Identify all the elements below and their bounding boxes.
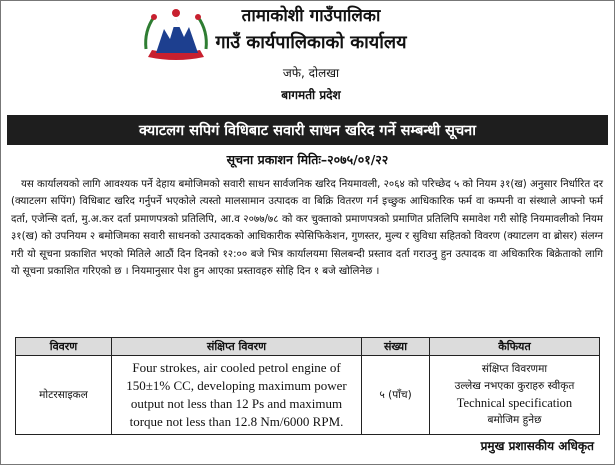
cell-remarks [430,356,600,435]
remark-line-3: Technical specification [456,396,573,410]
cell-item: मोटरसाइकल [16,356,112,435]
col-header-remarks: कैफियत [430,338,600,356]
municipality-name: तामाकोशी गाउँपालिका [241,6,381,26]
cell-quantity: ५ (पाँच) [362,356,430,435]
table-row [16,356,600,435]
nepal-emblem-icon [142,7,210,61]
publication-date: सूचना प्रकाशन मितिः–२०७५/०१/२२ [226,152,389,167]
office-header [1,1,614,113]
province-name: बागमती प्रदेश [281,88,341,102]
remark-line-2: उल्लेख नभएका कुराहरु स्वीकृत [454,380,575,392]
office-location: जफे, दोलखा [282,66,340,80]
col-header-item: विवरण [16,338,112,356]
remark-line-1: संक्षिप्त विवरणमा [481,363,548,375]
notice-body-text: यस कार्यालयको लागि आवश्यक पर्ने देहाय बमोजिमको सवारी साधन सार्वजनिक खरिद नियमावली, २०६४ को परिच्छेद ५ को नियम ३१(ख) अनुसार निर्धारित दर (क्याटलग सपिंग) विधिबाट खरिद गर्नुपर्ने भएकोले त्यस्तो मालसामान उत्पादक वा बिक्रि वितरण गर्न इच्छुक आधिकारिक फर्म वा कम्पनी वा संस्थाले आफ्नो फर्म दर्ता, एजेन्सि दर्ता, मु.अ.कर दर्ता प्रमाणपत्रको प्रतिलिपि, आ.व २०७७/७८ को कर चुक्ताको प्रमाणपत्रको प्रमाणित प्रतिलिपि समावेश गरी सोहि नियमावलीको नियम ३१(ख) को उपनियम २ बमोजिमका सवारी साधनको उत्पादकको आधिकारीक स्पेसिफिकेशन, गुणस्तर, मुल्य र सुविधा सहितको विवरण (क्याटलग वा ब्रोसर) संलग्न गरी यो सूचना प्रकाशित भएको मितिले आठौं दिन दिनको १२:०० बजे भित्र कार्यालयमा सिलबन्दी प्रस्ताव दर्ता गराउनु हुन उत्पादक वा अधिकारिक बिक्रेताको लागि यो सूचना प्रकाशित गरिएको छ । नियमानुसार पेश हुन आएका प्रस्तावहरु सोहि दिन १ बजे खोलिनेछ । [11,179,603,278]
table-header-row [16,338,600,356]
col-header-description: संक्षिप्त विवरण [112,338,362,356]
notice-title-banner: क्याटलग सपिगं विधिबाट सवारी साधन खरिद गर्ने सम्बन्धी सूचना [7,115,608,145]
office-name: गाउँ कार्यपालिकाको कार्यालय [215,32,407,53]
signatory-title: प्रमुख प्रशासकीय अधिकृत [480,439,594,453]
cell-description: Four strokes, air cooled petrol engine of 150±1% CC, developing maximum power output not less than 12 Ps and maximum torque not less than 12.8 Nm/6000 RPM. [112,356,362,435]
col-header-quantity: संख्या [362,338,430,356]
items-table [15,337,600,435]
remark-line-4: बमोजिम हुनेछ [487,414,542,426]
